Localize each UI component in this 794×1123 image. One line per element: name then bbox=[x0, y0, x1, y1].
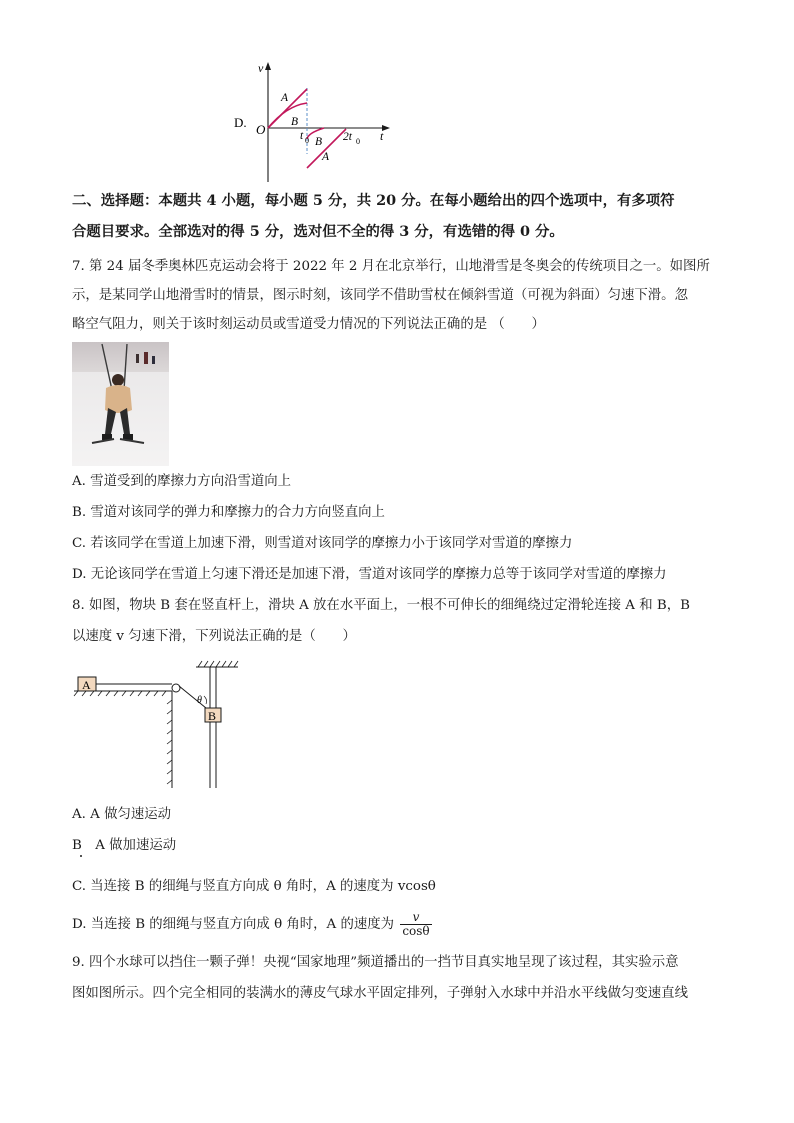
v-axis-label: v bbox=[258, 61, 264, 75]
q7-stem-line1: 7. 第 24 届冬季奥林匹克运动会将于 2022 年 2 月在北京举行，山地滑雪是冬奥会的传统项目之一。如图所 bbox=[72, 259, 710, 274]
t0-label: t bbox=[300, 130, 304, 142]
q9-stem-line1: 9. 四个水球可以挡住一颗子弹！央视“国家地理”频道播出的一挡节目真实地呈现了该过程，其实验示意 bbox=[72, 955, 679, 970]
skier-photo bbox=[72, 342, 169, 466]
fraction-numerator: v bbox=[400, 911, 431, 925]
two-t0-subscript: 0 bbox=[356, 137, 360, 146]
q8-option-d-text: D. 当连接 B 的细绳与竖直方向成 θ 角时，A 的速度为 bbox=[72, 917, 395, 932]
q8-option-d[interactable] bbox=[72, 911, 432, 938]
q7-stem-line2: 示，是某同学山地滑雪时的情景，图示时刻，该同学不借助雪杖在倾斜雪道（可视为斜面）匀速下滑。忽 bbox=[72, 288, 688, 303]
two-t0-label: 2t bbox=[343, 131, 352, 143]
vt-graph-option-d bbox=[228, 58, 398, 186]
pulley-diagram bbox=[72, 660, 252, 792]
q7-option-b[interactable]: B. 雪道对该同学的弹力和摩擦力的合力方向竖直向上 bbox=[72, 505, 385, 520]
curve-b-upper-label: B bbox=[291, 116, 299, 128]
t-axis-label: t bbox=[380, 129, 384, 143]
q8-stem-line2: 以速度 v 匀速下滑，下列说法正确的是（ ） bbox=[72, 629, 356, 644]
t0-subscript: 0 bbox=[305, 136, 309, 145]
theta-label: θ bbox=[197, 695, 202, 706]
q8-option-a[interactable]: A. A 做匀速运动 bbox=[72, 807, 172, 822]
section2-heading-line2: 合题目要求。全部选对的得 5 分，选对但不全的得 3 分，有选错的得 0 分。 bbox=[72, 223, 564, 240]
block-a-label: A bbox=[82, 678, 91, 692]
q7-stem-line3: 略空气阻力，则关于该时刻运动员或雪道受力情况的下列说法正确的是 （ ） bbox=[72, 317, 545, 332]
q8-option-d-fraction bbox=[400, 911, 431, 938]
q8-option-b[interactable]: B A 做加速运动 bbox=[72, 838, 177, 853]
q7-option-a[interactable]: A. 雪道受到的摩擦力方向沿雪道向上 bbox=[72, 474, 292, 489]
q8-option-c[interactable]: C. 当连接 B 的细绳与竖直方向成 θ 角时，A 的速度为 vcosθ bbox=[72, 879, 436, 894]
q9-stem-line2: 图如图所示。四个完全相同的装满水的薄皮气球水平固定排列，子弹射入水球中并沿水平线做匀变速直线 bbox=[72, 986, 688, 1001]
section2-heading-line1: 二、选择题：本题共 4 小题，每小题 5 分，共 20 分。在每小题给出的四个选项中，有多项符 bbox=[72, 192, 675, 209]
stray-dot bbox=[80, 855, 82, 857]
q7-option-d[interactable]: D. 无论该同学在雪道上匀速下滑还是加速下滑，雪道对该同学的摩擦力总等于该同学对雪道的摩擦力 bbox=[72, 567, 667, 582]
fraction-denominator: cosθ bbox=[402, 924, 430, 938]
curve-b-lower-label: B bbox=[315, 136, 323, 148]
q8-stem-line1: 8. 如图，物块 B 套在竖直杆上，滑块 A 放在水平面上，一根不可伸长的细绳绕过定滑轮连接 A 和 B，B bbox=[72, 598, 690, 613]
option-label: D. bbox=[234, 115, 247, 130]
curve-a-upper-label: A bbox=[281, 92, 289, 104]
block-b-label: B bbox=[208, 709, 217, 723]
curve-b-upper bbox=[268, 103, 307, 128]
curve-a-lower-label: A bbox=[322, 151, 330, 163]
origin-label: O bbox=[256, 122, 266, 137]
v-axis-arrow bbox=[265, 62, 271, 70]
q7-option-c[interactable]: C. 若该同学在雪道上加速下滑，则雪道对该同学的摩擦力小于该同学对雪道的摩擦力 bbox=[72, 536, 573, 551]
